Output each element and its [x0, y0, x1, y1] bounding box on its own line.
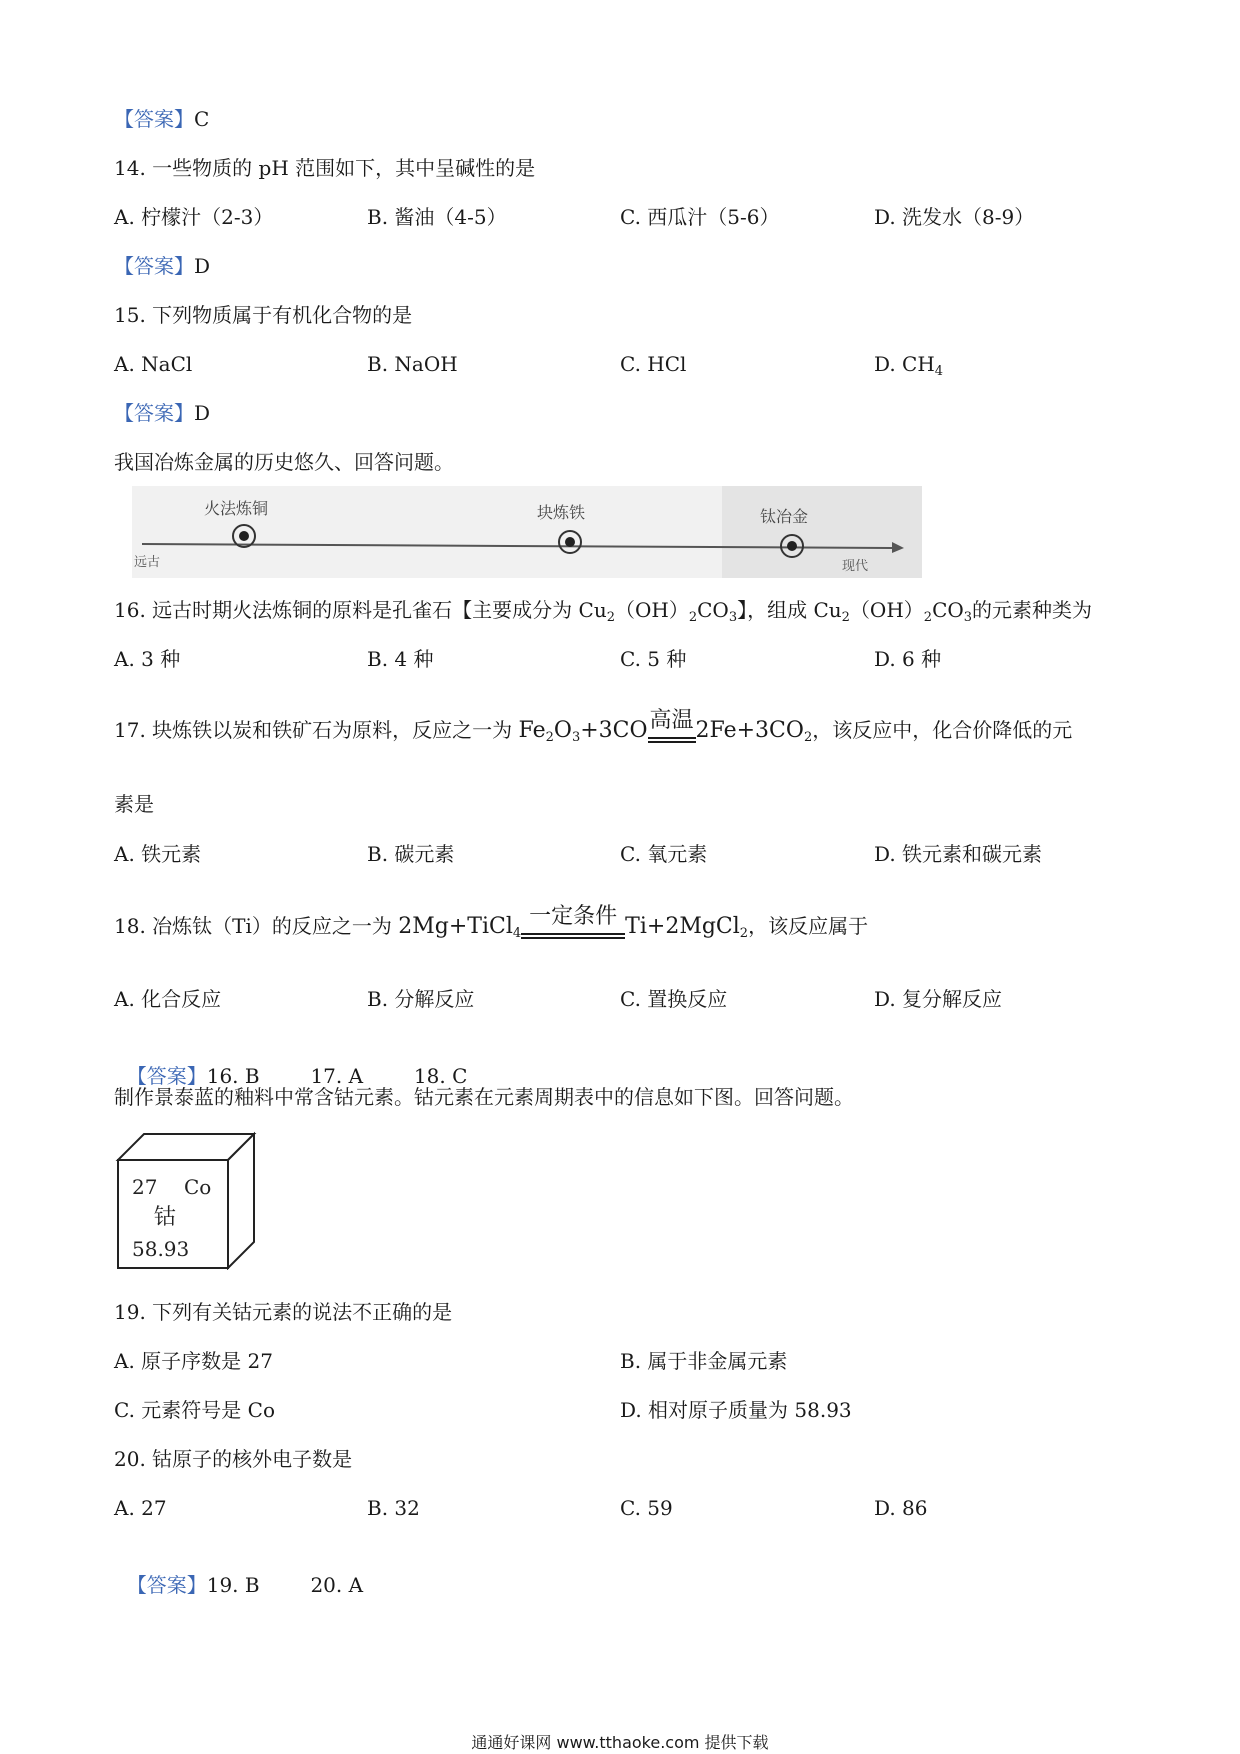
timeline-left-label: 远古: [134, 555, 161, 570]
q16-option-a: A. 3 种: [114, 647, 181, 671]
q16-option-c: C. 5 种: [620, 647, 687, 671]
answer-tag: 【答案】: [114, 107, 194, 131]
double-bar: [648, 737, 696, 743]
answer-tag: 【答案】: [114, 401, 194, 425]
q17-option-c: C. 氧元素: [620, 842, 708, 866]
q19-option-a: A. 原子序数是 27: [114, 1349, 273, 1373]
equation-18: 2Mg+TiCl$_4$ 一定条件 Ti+2MgCl$_2$: [398, 904, 749, 941]
q16-option-d: D. 6 种: [874, 647, 942, 671]
metallurgy-timeline-figure: [132, 486, 922, 578]
atomic-mass: 58.93: [132, 1237, 190, 1261]
q16-option-b: B. 4 种: [367, 647, 434, 671]
cobalt-element-card: [114, 1130, 264, 1270]
answer-19-20: 【答案】19. B 20. A: [126, 1573, 364, 1597]
reaction-condition: 一定条件: [529, 904, 618, 929]
timeline-right-label: 现代: [842, 559, 869, 574]
q19-option-d: D. 相对原子质量为 58.93: [620, 1398, 852, 1422]
answer-15: 【答案】D: [114, 401, 211, 425]
timeline-label-2: 块炼铁: [537, 503, 586, 522]
q18-option-a: A. 化合反应: [114, 987, 222, 1011]
answer-tag: 【答案】: [114, 254, 194, 278]
q17-option-b: B. 碳元素: [367, 842, 455, 866]
equation-17: $Fe_2O_3+3CO$ 高温 $2Fe+3CO_2$: [518, 708, 813, 745]
answer-tag: 【答案】: [126, 1064, 207, 1088]
page-footer: 通通好课网 www.tthaoke.com 提供下载: [471, 1733, 769, 1752]
question-20-stem: 20. 钴原子的核外电子数是: [114, 1447, 353, 1471]
q14-option-d: D. 洗发水（8-9）: [874, 205, 1035, 229]
q14-option-c: C. 西瓜汁（5-6）: [620, 205, 780, 229]
intro-cobalt: 制作景泰蓝的釉料中常含钴元素。钴元素在元素周期表中的信息如下图。回答问题。: [114, 1085, 854, 1109]
q20-option-b: B. 32: [367, 1496, 420, 1520]
element-name: 钴: [154, 1205, 177, 1230]
intro-metallurgy: 我国冶炼金属的历史悠久、回答问题。: [114, 450, 454, 474]
q17-option-a: A. 铁元素: [114, 842, 202, 866]
answer-tag: 【答案】: [126, 1573, 207, 1597]
answer-14: 【答案】D: [114, 254, 211, 278]
q20-option-a: A. 27: [114, 1496, 167, 1520]
answer-16-18: 【答案】16. B 17. A 18. C: [126, 1064, 468, 1088]
answer-13: 【答案】C: [114, 107, 210, 131]
question-16-stem: 16. 远古时期火法炼铜的原料是孔雀石【主要成分为 $Cu_2(OH)_2CO_3$】，组成 $Cu_2(OH)_2CO_3$的元素种类为: [114, 598, 1093, 625]
question-14-stem: 14. 一些物质的 pH 范围如下，其中呈碱性的是: [114, 156, 536, 180]
reaction-condition: 高温: [649, 708, 694, 733]
double-bar: [521, 933, 625, 939]
q15-option-d: D. $CH_4$: [874, 352, 944, 379]
q15-option-a: A. NaCl: [114, 352, 193, 376]
question-17-stem-cont: 素是: [114, 792, 154, 816]
q14-option-a: A. 柠檬汁（2-3）: [114, 205, 274, 229]
timeline-label-3: 钛冶金: [760, 507, 809, 526]
q18-option-c: C. 置换反应: [620, 987, 728, 1011]
q20-option-d: D. 86: [874, 1496, 928, 1520]
q17-option-d: D. 铁元素和碳元素: [874, 842, 1043, 866]
q15-option-b: B. NaOH: [367, 352, 458, 376]
question-15-stem: 15. 下列物质属于有机化合物的是: [114, 303, 413, 327]
atomic-number: 27: [132, 1175, 158, 1199]
q14-option-b: B. 酱油（4-5）: [367, 205, 507, 229]
element-symbol: Co: [184, 1175, 212, 1199]
timeline-label-1: 火法炼铜: [204, 499, 269, 518]
q19-option-c: C. 元素符号是 Co: [114, 1398, 276, 1422]
question-18-stem: 18. 冶炼钛（Ti）的反应之一为 2Mg+TiCl$_4$ 一定条件 Ti+2MgCl$_2$，该反应属于: [114, 912, 868, 948]
q18-option-b: B. 分解反应: [367, 987, 475, 1011]
question-19-stem: 19. 下列有关钴元素的说法不正确的是: [114, 1300, 453, 1324]
q20-option-c: C. 59: [620, 1496, 673, 1520]
q18-option-d: D. 复分解反应: [874, 987, 1003, 1011]
question-17-stem: 17. 块炼铁以炭和铁矿石为原料，反应之一为 $Fe_2O_3+3CO$ 高温 $2Fe+3CO_2$，该反应中，化合价降低的元: [114, 716, 1072, 752]
q19-option-b: B. 属于非金属元素: [620, 1349, 788, 1373]
q15-option-c: C. HCl: [620, 352, 687, 376]
